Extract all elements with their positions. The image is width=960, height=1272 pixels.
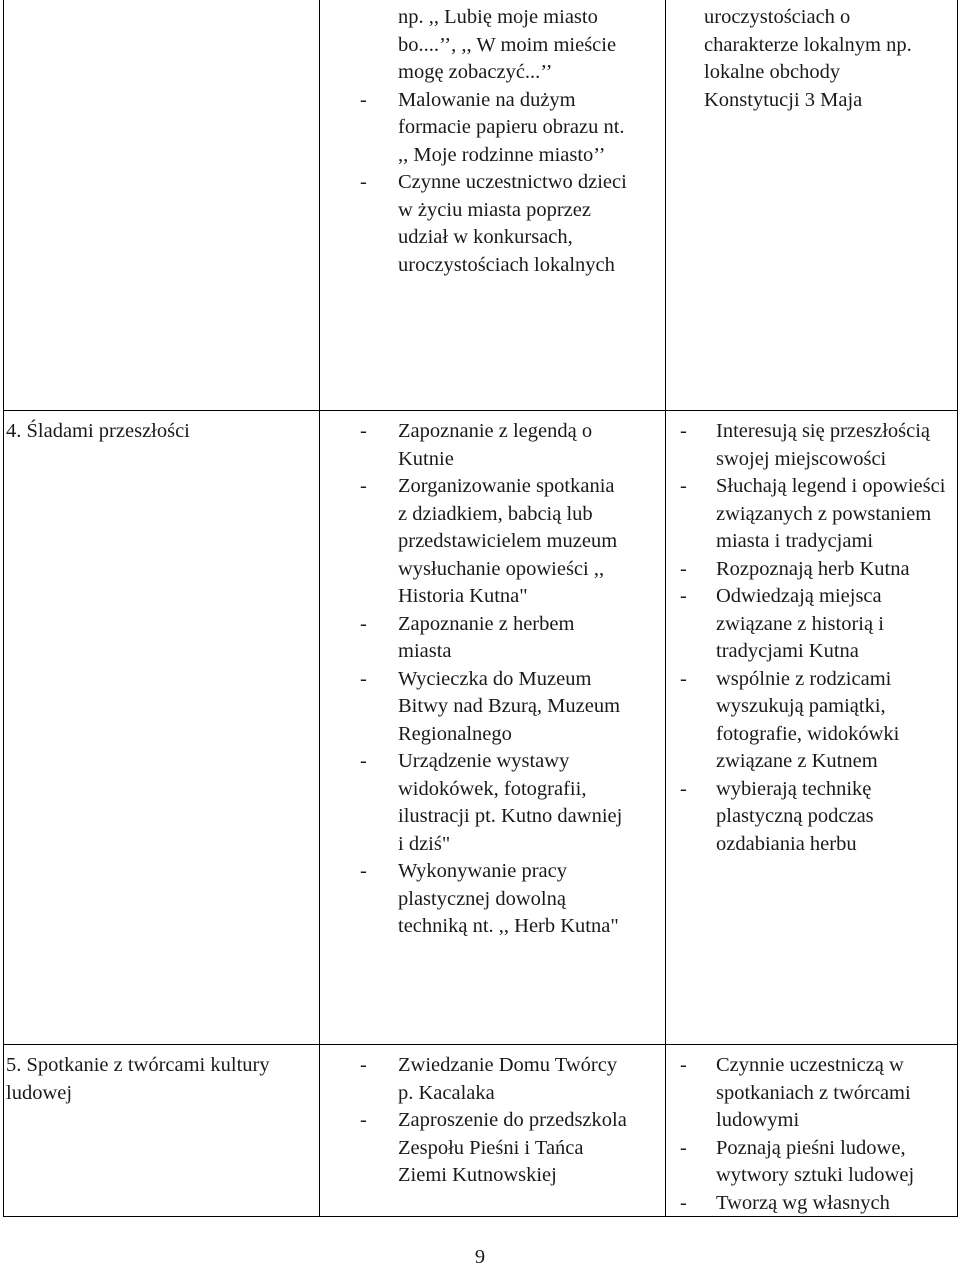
row3-outcome-text: Czynnie uczestniczą w spotkaniach z twórcami ludowymi xyxy=(716,1054,911,1131)
row3-outcome-text: Tworzą wg własnych xyxy=(716,1191,890,1214)
row2-outcome-item xyxy=(680,556,956,584)
row2-activity-text: Wycieczka do Muzeum Bitwy nad Bzurą, Muzeum Regionalnego xyxy=(398,667,621,745)
row1-outcomes-intro: uroczystościach o charakterze lokalnym np. lokalne obchody Konstytucji 3 Maja xyxy=(704,6,912,111)
list-dash: - xyxy=(360,612,367,635)
row3-outcome-text: Poznają pieśni ludowe, wytwory sztuki ludowej xyxy=(716,1136,915,1186)
list-dash: - xyxy=(680,1191,687,1214)
row2-outcome-text: Odwiedzają miejsca związane z historią i tradycjami Kutna xyxy=(716,585,884,662)
list-dash: - xyxy=(360,420,367,442)
page-number: 9 xyxy=(474,1246,486,1268)
list-dash: - xyxy=(680,1136,687,1159)
row3-activity-text: Zaproszenie do przedszkola Zespołu Pieśni i Tańca Ziemi Kutnowskiej xyxy=(398,1109,627,1186)
row2-outcome-text: Słuchają legend i opowieści związanych z powstaniem miasta i tradycjami xyxy=(716,475,946,552)
row-divider-2 xyxy=(3,1044,958,1045)
row2-outcome-item xyxy=(680,418,956,473)
row2-activity-item xyxy=(360,858,628,941)
row2-outcome-item xyxy=(680,776,956,859)
list-dash: - xyxy=(360,667,367,690)
row2-activity-text: Urządzenie wystawy widokówek, fotografii, ilustracji pt. Kutno dawniej i dziś" xyxy=(398,750,623,855)
row2-outcome-item xyxy=(680,666,956,776)
row2-activity-text: Zapoznanie z legendą o Kutnie xyxy=(398,420,593,470)
row2-activity-item xyxy=(360,748,628,858)
list-dash: - xyxy=(360,88,367,111)
row3-outcome-item xyxy=(680,1190,956,1218)
list-dash: - xyxy=(360,1109,367,1131)
row2-activities-cell xyxy=(360,418,650,941)
row1-activities-intro: np. ,, Lubię moje miasto bo....’’, ,, W moim mieście mogę zobaczyć...’’ xyxy=(398,6,617,83)
list-dash: - xyxy=(680,667,687,690)
row2-outcome-item xyxy=(680,473,956,556)
list-dash: - xyxy=(680,1054,687,1076)
list-dash: - xyxy=(680,475,687,497)
row2-activity-item xyxy=(360,666,628,749)
list-dash: - xyxy=(360,475,367,497)
row2-activity-item xyxy=(360,611,628,666)
row1-activity-item xyxy=(360,87,628,170)
list-dash: - xyxy=(680,585,687,607)
row1-activity-text: Malowanie na dużym formacie papieru obrazu nt. ,, Moje rodzinne miasto’’ xyxy=(398,88,625,166)
row2-outcome-text: wybierają technikę plastyczną podczas ozdabiania herbu xyxy=(716,777,874,855)
row3-activity-text: Zwiedzanie Domu Twórcy p. Kacalaka xyxy=(398,1054,618,1104)
list-dash: - xyxy=(680,557,687,580)
row3-outcome-item xyxy=(680,1052,956,1135)
row2-activity-text: Zapoznanie z herbem miasta xyxy=(398,612,575,662)
row3-outcomes-cell xyxy=(680,1052,958,1217)
row1-outcomes-cell xyxy=(704,4,914,114)
list-dash: - xyxy=(360,860,367,882)
row3-activities-cell xyxy=(360,1052,650,1190)
list-dash: - xyxy=(360,1054,367,1076)
row-divider-1 xyxy=(3,410,958,411)
row1-activity-item xyxy=(360,169,628,279)
column-divider-2 xyxy=(665,0,666,1217)
list-dash: - xyxy=(680,777,687,800)
row2-activity-text: Zorganizowanie spotkania z dziadkiem, babcią lub przedstawicielem muzeum wysłuchanie opowieści ,, Historia Kutna" xyxy=(398,475,618,607)
row2-outcome-text: Rozpoznają herb Kutna xyxy=(716,557,910,580)
row3-title: 5. Spotkanie z twórcami kultury ludowej xyxy=(6,1054,270,1104)
column-divider-1 xyxy=(319,0,320,1217)
list-dash: - xyxy=(360,171,367,193)
row2-outcome-item xyxy=(680,583,956,666)
row2-outcomes-cell xyxy=(680,418,958,858)
row3-activity-item xyxy=(360,1052,628,1107)
table-border-left xyxy=(3,0,4,1217)
list-dash: - xyxy=(360,750,367,772)
row2-outcome-text: Interesują się przeszłością swojej miejscowości xyxy=(716,420,931,470)
row3-outcome-item xyxy=(680,1135,956,1190)
row1-activity-text: Czynne uczestnictwo dzieci w życiu miasta poprzez udział w konkursach, uroczystościach lokalnych xyxy=(398,171,627,276)
row2-title: 4. Śladami przeszłości xyxy=(6,420,190,442)
row1-activities-cell xyxy=(360,4,650,279)
row2-activity-item xyxy=(360,418,628,473)
row2-activity-item xyxy=(360,473,628,611)
row3-activity-item xyxy=(360,1107,628,1190)
list-dash: - xyxy=(680,420,687,442)
row2-activity-text: Wykonywanie pracy plastycznej dowolną techniką nt. ,, Herb Kutna" xyxy=(398,860,619,937)
row2-outcome-text: wspólnie z rodzicami wyszukują pamiątki, fotografie, widokówki związane z Kutnem xyxy=(716,667,900,772)
